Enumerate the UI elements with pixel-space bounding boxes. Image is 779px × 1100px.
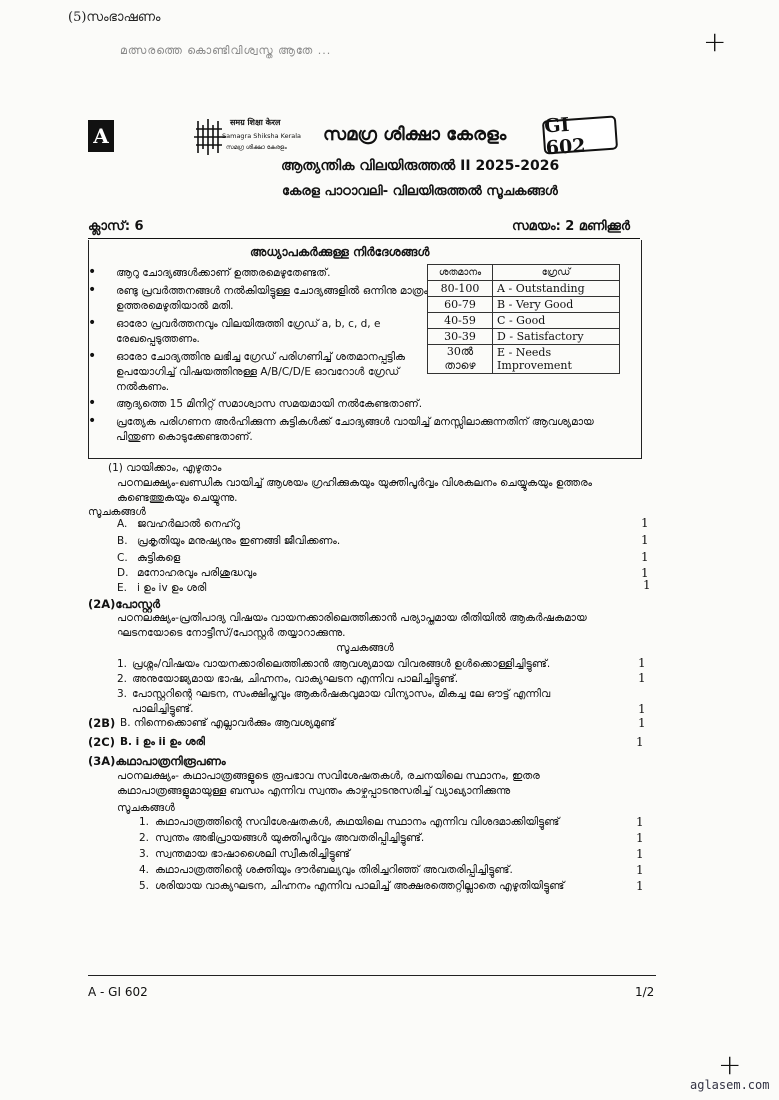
logo-hindi-text: समग्र शिक्षा केरल (230, 118, 281, 127)
exam-subtitle: കേരള പാഠാവലി- വിലയിരുത്തൽ സൂചകങ്ങൾ (282, 184, 558, 199)
table-row (428, 345, 620, 374)
q1-indicators-label: സൂചകങ്ങൾ (88, 506, 146, 518)
instructions-list-wide (88, 397, 628, 448)
q2a-item-number: 3. (117, 688, 128, 700)
footer-rule (88, 975, 656, 976)
q1-item-mark: 1 (641, 533, 649, 547)
q1-item-mark: 1 (641, 550, 649, 564)
q1-item-letter: C. (117, 552, 128, 564)
q2c-answer: B. i ഉം ii ഉം ശരി (120, 736, 205, 748)
q3a-item-number: 3. (139, 848, 150, 860)
table-row (428, 297, 620, 313)
table-cell: 80-100 (428, 281, 493, 297)
q2a-heading: (2A)പോസ്റ്റർ (88, 597, 161, 611)
paper-code: GI 602 (542, 115, 618, 154)
samagra-logo (192, 117, 318, 157)
table-cell: 60-79 (428, 297, 493, 313)
table-row (428, 329, 620, 345)
q3a-item-mark: 1 (636, 815, 644, 829)
list-item: • ആദ്യത്തെ 15 മിനിറ്റ് സമാശ്വാസ സമയമായി നൽകേണ്ടതാണ്. (88, 397, 628, 412)
q3a-heading: (3A)കഥാപാത്രനിരൂപണം (88, 754, 226, 768)
table-cell: B - Very Good (493, 297, 620, 313)
q3a-item-text: കഥാപാത്രത്തിന്റെ ശക്തിയും ദൗർബല്യവും തിരിച്ചറിഞ്ഞ് അവതരിപ്പിച്ചിട്ടുണ്ട്. (155, 864, 513, 876)
table-header: ശതമാനം (428, 265, 493, 281)
list-item: • ആറു ചോദ്യങ്ങൾക്കാണ് ഉത്തരമെഴുതേണ്ടത്. (88, 266, 428, 281)
q3a-item-mark: 1 (636, 863, 644, 877)
q1-item-text: പ്രകൃതിയും മനുഷ്യനും ഇണങ്ങി ജീവിക്കണം. (137, 535, 341, 547)
q1-item-text: കുട്ടികളെ (137, 552, 181, 564)
table-cell: 30ൽ താഴെ (428, 345, 493, 374)
q3a-item-text: സ്വന്തം അഭിപ്രായങ്ങൾ യുക്തിപൂർവ്വം അവതരിപ്പിച്ചിട്ടുണ്ട്. (155, 832, 425, 844)
q2a-item-number: 2. (117, 673, 128, 685)
list-item: • രണ്ടു പ്രവർത്തനങ്ങൾ നൽകിയിട്ടുള്ള ചോദ്യങ്ങളിൽ ഒന്നിനു മാത്രം ഉത്തരമെഴുതിയാൽ മതി. (88, 284, 428, 314)
q3a-indicators-label: സൂചകങ്ങൾ (117, 802, 175, 814)
logo-english-text: Samagra Shiksha Kerala (222, 132, 302, 140)
q1-item-text: i ഉം iv ഉം ശരി (137, 582, 207, 594)
table-cell: 40-59 (428, 313, 493, 329)
list-item: • ഓരോ പ്രവർത്തനവും വിലയിരുത്തി ഗ്രേഡ് a, b, c, d, e രേഖപ്പെടുത്തണം. (88, 317, 428, 347)
q1-description: പഠനലക്ഷ്യം-ഖണ്ഡിക വായിച്ച് ആശയം ഗ്രഹിക്കുകയും യുക്തിപൂർവ്വം വിശകലനം ചെയ്യുകയും ഉത്തരം കണ്ടെത്തുകയും ചെയ്യുന്നു. (117, 477, 593, 504)
registration-mark-icon: + (703, 25, 727, 58)
q2a-item-text: അനുയോജ്യമായ ഭാഷ, ചിഹ്നനം, വാക്യഘടന എന്നിവ പാലിച്ചിട്ടുണ്ട്. (132, 673, 459, 685)
grade-table (427, 264, 620, 374)
q2a-description: പഠനലക്ഷ്യം-പ്രതിപാദ്യ വിഷയം വായനക്കാരിലെത്തിക്കാൻ പര്യാപ്തമായ രീതിയിൽ ആകർഷകമായ ഘടനയോടെ നോട്ടീസ്/പോസ്റ്റർ തയ്യാറാക്കുന്നു. (117, 612, 587, 639)
q1-item-mark: 1 (641, 516, 649, 530)
list-item: • പ്രത്യേക പരിഗണന അർഹിക്കുന്ന കുട്ടികൾക്ക് ചോദ്യങ്ങൾ വായിച്ച് മനസ്സിലാക്കുന്നതിന് ആവശ്യമായ പിന്തുണ കൊടുക്കേണ്ടതാണ്. (88, 415, 628, 445)
q3a-item-mark: 1 (636, 847, 644, 861)
q2a-item-text: പോസ്റ്ററിന്റെ ഘടന, സംക്ഷിപ്തവും ആകർഷകവുമായ വിന്യാസം, മികച്ച ലേ ഔട്ട് എന്നിവ പാലിച്ചിട്ടുണ്ട്. (132, 688, 551, 715)
q3a-item-number: 5. (139, 880, 150, 892)
q3a-item-mark: 1 (636, 831, 644, 845)
set-label: A (88, 120, 114, 152)
q2a-indicators-label: സൂചകങ്ങൾ (336, 642, 394, 654)
q1-heading: (1) വായിക്കാം, എഴുതാം (108, 462, 222, 474)
q2b-answer: B. നിന്നെക്കൊണ്ട് എല്ലാവർക്കും ആവശ്യമുണ്ട് (120, 717, 336, 729)
watermark: aglasem.com (690, 1078, 770, 1092)
table-row (428, 281, 620, 297)
q2c-label: (2C) (88, 735, 115, 749)
registration-mark-icon: + (718, 1048, 742, 1081)
instructions-list (88, 266, 428, 398)
q3a-item-number: 1. (139, 816, 150, 828)
time-label: സമയം: 2 മണിക്കൂർ (512, 219, 631, 234)
q2a-item-text: പ്രശ്നം/വിഷയം വായനക്കാരിലെത്തിക്കാൻ ആവശ്യമായ വിവരങ്ങൾ ഉൾക്കൊള്ളിച്ചിട്ടുണ്ട്. (132, 658, 551, 670)
q2b-mark: 1 (638, 716, 646, 730)
q1-item-mark: 1 (641, 566, 649, 580)
table-cell: C - Good (493, 313, 620, 329)
faint-scan-line: മത്സരത്തെ കൊണ്ടിവിശ്വസ്ത ആതേ ... (120, 44, 332, 57)
q3a-item-text: ശരിയായ വാക്യഘടന, ചിഹ്നനം എന്നിവ പാലിച്ച് അക്ഷരത്തെറ്റില്ലാതെ എഴുതിയിട്ടുണ്ട് (155, 880, 565, 892)
q2a-item-mark: 1 (638, 702, 646, 716)
q3a-item-number: 2. (139, 832, 150, 844)
q1-item-text: ജവഹർലാൽ നെഹ്റു (137, 518, 241, 530)
q3a-item-text: കഥാപാത്രത്തിന്റെ സവിശേഷതകൾ, കഥയിലെ സ്ഥാനം എന്നിവ വിശദമാക്കിയിട്ടുണ്ട് (155, 816, 560, 828)
q2a-item-mark: 1 (638, 671, 646, 685)
q1-item-letter: D. (117, 567, 129, 579)
logo-malayalam-text: സമഗ്ര ശിക്ഷാ കേരളം (226, 144, 287, 151)
q2a-item-number: 1. (117, 658, 128, 670)
table-cell: E - Needs Improvement (493, 345, 620, 374)
table-header: ഗ്രേഡ് (493, 265, 620, 281)
q1-item-mark: 1 (643, 578, 651, 592)
q3a-item-mark: 1 (636, 879, 644, 893)
footer-code: A - GI 602 (88, 985, 148, 999)
q1-item-letter: A. (117, 518, 128, 530)
organization-title: സമഗ്ര ശിക്ഷാ കേരളം (323, 124, 507, 145)
table-row (428, 265, 620, 281)
instructions-title: അധ്യാപകർക്കുള്ള നിർദേശങ്ങൾ (250, 245, 430, 259)
q3a-description: പഠനലക്ഷ്യം- കഥാപാത്രങ്ങളുടെ രൂപഭാവ സവിശേഷതകൾ, രചനയിലെ സ്ഥാനം, ഇതര കഥാപാത്രങ്ങളുമായുള്ള ബന്ധം എന്നിവ സ്വന്തം കാഴ്ചപ്പാടനുസരിച്ച് വ്യാഖ്യാനിക്കുന്നു (117, 770, 540, 797)
page-number: 1/2 (635, 985, 655, 999)
table-cell: D - Satisfactory (493, 329, 620, 345)
table-row (428, 313, 620, 329)
q1-item-letter: E. (117, 582, 127, 594)
exam-title: ആത്യന്തിക വിലയിരുത്തൽ II 2025-2026 (281, 158, 560, 174)
header-rule (88, 238, 640, 239)
class-label: ക്ലാസ്: 6 (88, 219, 144, 234)
q1-item-letter: B. (117, 535, 128, 547)
q2c-mark: 1 (636, 735, 644, 749)
q2a-item-mark: 1 (638, 656, 646, 670)
q3a-item-number: 4. (139, 864, 150, 876)
q1-item-text: മനോഹരവും പരിശുദ്ധവും (137, 567, 257, 579)
list-item: • ഓരോ ചോദ്യത്തിനു ലഭിച്ച ഗ്രേഡ് പരിഗണിച്ച് ശതമാനപ്പട്ടിക ഉപയോഗിച്ച് വിഷയത്തിനുള്ള A/B/C/D/E ഓവറോൾ ഗ്രേഡ് നൽകണം. (88, 350, 428, 395)
handwritten-note: (5)സംഭാഷണം (68, 10, 161, 25)
table-cell: 30-39 (428, 329, 493, 345)
q3a-item-text: സ്വന്തമായ ഭാഷാശൈലി സ്വീകരിച്ചിട്ടുണ്ട് (155, 848, 350, 860)
q2b-label: (2B) (88, 716, 116, 730)
table-cell: A - Outstanding (493, 281, 620, 297)
